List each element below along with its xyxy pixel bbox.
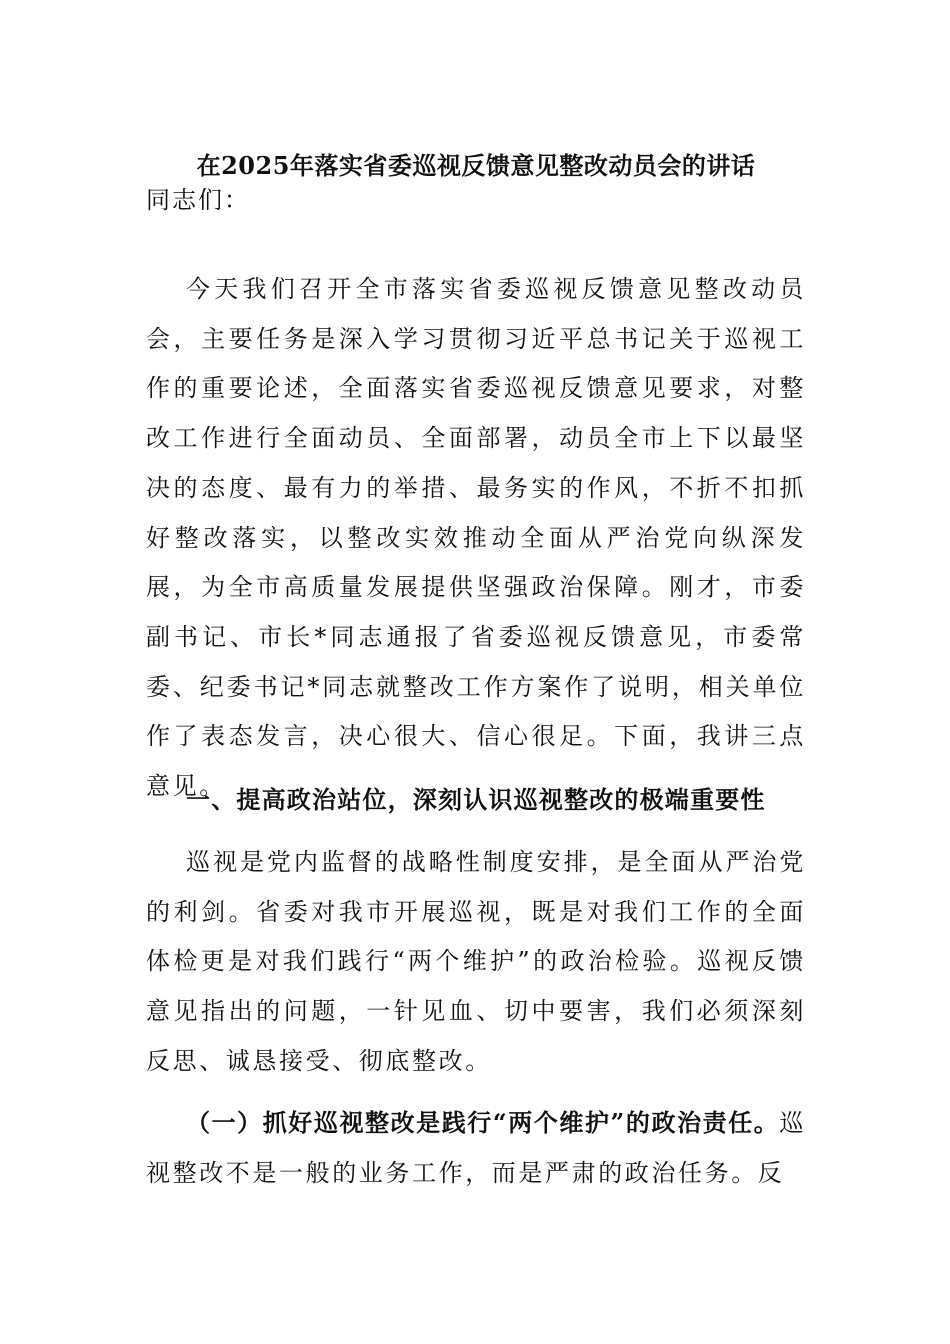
salutation: 同志们： (146, 186, 250, 214)
subsection-1-title: （一）抓好巡视整改是践行“两个维护”的政治责任。 (186, 1108, 780, 1137)
subsection-1-body: 巡视整改不是一般的业务工作，而是严肃的政治任务。反 (146, 1109, 806, 1187)
subsection-1-paragraph (146, 1098, 806, 1198)
opening-paragraph: 今天我们召开全市落实省委巡视反馈意见整改动员会，主要任务是深入学习贯彻习近平总书记关于巡视工作的重要论述，全面落实省委巡视反馈意见要求，对整改工作进行全面动员、全面部署，动员全市上下以最坚决的态度、最有力的举措、最务实的作风，不折不扣抓好整改落实，以整改实效推动全面从严治党向纵深发展，为全市高质量发展提供坚强政治保障。刚才，市委副书记、市长*同志通报了省委巡视反馈意见，市委常委、纪委书记*同志就整改工作方案作了说明，相关单位作了表态发言，决心很大、信心很足。下面，我讲三点意见。 (146, 275, 806, 801)
document-title: 在2025年落实省委巡视反馈意见整改动员会的讲话 (196, 151, 756, 180)
section-1-paragraph: 巡视是党内监督的战略性制度安排，是全面从严治党的利剑。省委对我市开展巡视，既是对我们工作的全面体检更是对我们践行“两个维护”的政治检验。巡视反馈意见指出的问题，一针见血、切中要害，我们必须深刻反思、诚恳接受、彻底整改。 (146, 848, 806, 1075)
section-1-heading: 一、提高政治站位，深刻认识巡视整改的极端重要性 (186, 785, 766, 814)
